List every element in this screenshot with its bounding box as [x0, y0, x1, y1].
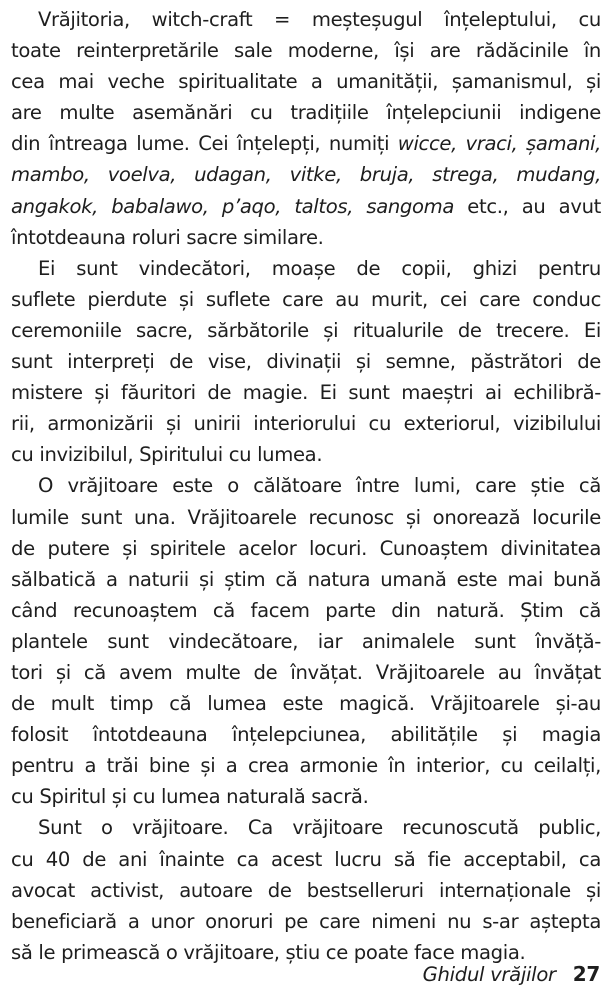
text-line — [11, 377, 601, 408]
text-line — [11, 688, 601, 719]
text-line — [11, 750, 601, 781]
text-line — [11, 812, 601, 843]
text-line — [11, 781, 601, 812]
text-line — [11, 844, 601, 875]
text-line — [11, 533, 601, 564]
text-run: plantele sunt vindecătoare, iar animalele sunt învăță- — [11, 629, 601, 653]
italic-term: angakok, babalawo, p’aqo, taltos, sangoma — [11, 194, 455, 218]
page-body — [11, 4, 601, 968]
text-line — [11, 719, 601, 750]
text-line — [11, 502, 601, 533]
text-line — [11, 4, 601, 35]
text-line — [11, 595, 601, 626]
text-run: suflete pierdute și suflete care au murit, cei care conduc — [11, 287, 601, 311]
text-line — [11, 439, 601, 470]
text-run: are multe asemănări cu tradițiile înțelepciunii indigene — [11, 101, 601, 125]
text-line — [11, 564, 601, 595]
text-run: sunt interpreți de vise, divinații și semne, păstrători de — [11, 350, 601, 374]
text-line — [11, 346, 601, 377]
text-run: tori și că avem multe de învățat. Vrăjitoarele au învățat — [11, 660, 601, 684]
text-run: cu invizibilul, Spiritului cu lumea. — [11, 443, 323, 467]
page-number: 27 — [572, 962, 600, 986]
italic-term: mambo, voelva, udagan, vitke, bruja, strega, mudang, — [11, 163, 601, 187]
text-run: Sunt o vrăjitoare. Ca vrăjitoare recunoscută public, — [38, 816, 601, 840]
text-run: mistere și făuritori de magie. Ei sunt maeștri ai echilibră- — [11, 381, 601, 405]
text-line — [11, 97, 601, 128]
text-line — [11, 222, 601, 253]
page-footer — [423, 962, 600, 986]
text-run: de putere și spiritele acelor locuri. Cunoaștem divinitatea — [11, 536, 601, 560]
text-run: cu 40 de ani înainte ca acest lucru să fie acceptabil, ca — [11, 847, 601, 871]
text-line — [11, 191, 601, 222]
text-run: din întreaga lume. Cei înțelepți, numiți — [11, 132, 398, 156]
paragraph — [11, 4, 601, 253]
running-title: Ghidul vrăjilor — [422, 963, 556, 986]
text-run: sălbatică a naturii și știm că natura umană este mai bună — [11, 567, 601, 591]
text-run: O vrăjitoare este o călătoare între lumi, care știe că — [38, 474, 601, 498]
text-run: cea mai veche spiritualitate a umanității, șamanismul, și — [11, 70, 601, 94]
text-run: să le primească o vrăjitoare, știu ce poate face magia. — [11, 940, 526, 964]
text-run: folosit întotdeauna înțelepciunea, abilitățile și magia — [11, 723, 601, 747]
text-run: întotdeauna roluri sacre similare. — [11, 225, 324, 249]
text-line — [11, 657, 601, 688]
text-run: rii, armonizării și unirii interiorului cu exteriorul, vizibilului — [11, 412, 601, 436]
text-run: ceremoniile sacre, sărbătorile și ritualurile de trecere. Ei — [11, 318, 601, 342]
text-line — [11, 66, 601, 97]
text-run: cu Spiritul și cu lumea naturală sacră. — [11, 785, 369, 809]
text-line — [11, 906, 601, 937]
text-run: de mult timp că lumea este magică. Vrăjitoarele și-au — [11, 692, 601, 716]
text-line — [11, 284, 601, 315]
text-line — [11, 253, 601, 284]
paragraph — [11, 812, 601, 967]
text-line — [11, 626, 601, 657]
text-line — [11, 159, 601, 190]
text-run: Ei sunt vindecători, moașe de copii, ghizi pentru — [38, 256, 601, 280]
text-run: Vrăjitoria, witch-craft = meșteșugul înțeleptului, cu — [38, 8, 601, 31]
text-run: beneficiară a unor onoruri pe care nimeni nu s-ar aștepta — [11, 909, 601, 933]
text-run: toate reinterpretările sale moderne, își are rădăcinile în — [11, 39, 601, 63]
text-line — [11, 128, 601, 159]
text-line — [11, 408, 601, 439]
text-run: avocat activist, autoare de bestselleruri internaționale și — [11, 878, 601, 902]
italic-term: wicce, vraci, șamani, — [397, 132, 601, 156]
text-run: pentru a trăi bine și a crea armonie în interior, cu ceilalți, — [11, 754, 601, 778]
paragraph — [11, 253, 601, 471]
text-line — [11, 315, 601, 346]
text-line — [11, 470, 601, 501]
text-run: etc., au avut — [454, 194, 601, 218]
paragraph — [11, 470, 601, 812]
text-line — [11, 875, 601, 906]
text-run: când recunoaștem că facem parte din natură. Știm că — [11, 598, 601, 622]
text-run: lumile sunt una. Vrăjitoarele recunosc și onorează locurile — [11, 505, 601, 529]
text-line — [11, 35, 601, 66]
